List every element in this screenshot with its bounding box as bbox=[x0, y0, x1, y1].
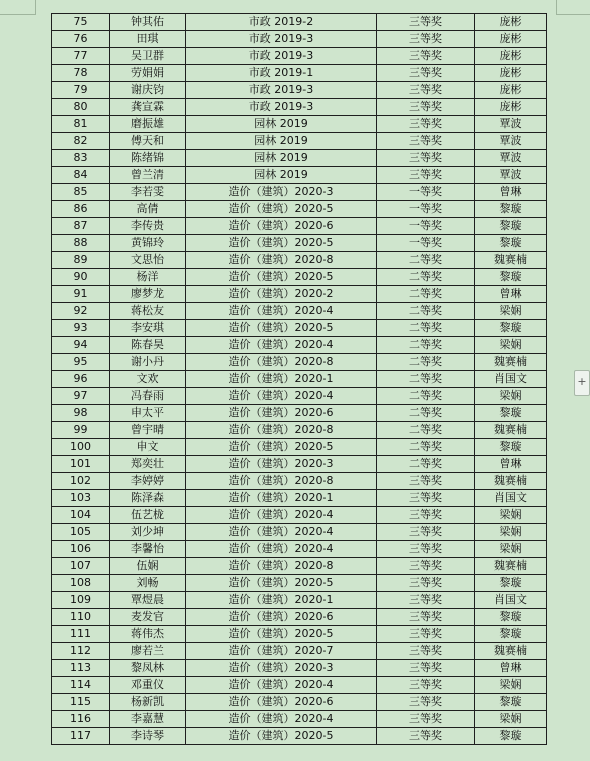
award-cell: 三等奖 bbox=[377, 592, 475, 609]
table-row bbox=[52, 388, 547, 405]
name-cell: 曾宇晴 bbox=[110, 422, 186, 439]
name-cell: 李嘉慧 bbox=[110, 711, 186, 728]
class-cell: 造价（建筑）2020-4 bbox=[186, 507, 377, 524]
row-number-cell: 76 bbox=[52, 31, 110, 48]
advisor-cell: 庞彬 bbox=[475, 65, 547, 82]
table-row bbox=[52, 456, 547, 473]
award-cell: 二等奖 bbox=[377, 337, 475, 354]
row-number-cell: 92 bbox=[52, 303, 110, 320]
award-cell: 三等奖 bbox=[377, 609, 475, 626]
name-cell: 郑奕壮 bbox=[110, 456, 186, 473]
award-cell: 三等奖 bbox=[377, 14, 475, 31]
table-row bbox=[52, 643, 547, 660]
advisor-cell: 黎璇 bbox=[475, 218, 547, 235]
row-number-cell: 85 bbox=[52, 184, 110, 201]
class-cell: 造价（建筑）2020-6 bbox=[186, 405, 377, 422]
table-row bbox=[52, 269, 547, 286]
advisor-cell: 魏赛楠 bbox=[475, 422, 547, 439]
advisor-cell: 肖国文 bbox=[475, 490, 547, 507]
row-number-cell: 100 bbox=[52, 439, 110, 456]
row-number-cell: 98 bbox=[52, 405, 110, 422]
row-number-cell: 90 bbox=[52, 269, 110, 286]
row-number-cell: 103 bbox=[52, 490, 110, 507]
advisor-cell: 梁娴 bbox=[475, 541, 547, 558]
advisor-cell: 庞彬 bbox=[475, 82, 547, 99]
name-cell: 李婷婷 bbox=[110, 473, 186, 490]
name-cell: 陈春昊 bbox=[110, 337, 186, 354]
table-row bbox=[52, 490, 547, 507]
table-row bbox=[52, 31, 547, 48]
row-number-cell: 75 bbox=[52, 14, 110, 31]
name-cell: 磨振雄 bbox=[110, 116, 186, 133]
table-row bbox=[52, 218, 547, 235]
page-corner-mark-left bbox=[0, 0, 36, 15]
table-row bbox=[52, 371, 547, 388]
row-number-cell: 112 bbox=[52, 643, 110, 660]
advisor-cell: 覃波 bbox=[475, 133, 547, 150]
advisor-cell: 曾琳 bbox=[475, 286, 547, 303]
advisor-cell: 黎璇 bbox=[475, 728, 547, 745]
table-row bbox=[52, 320, 547, 337]
class-cell: 造价（建筑）2020-5 bbox=[186, 575, 377, 592]
name-cell: 冯春雨 bbox=[110, 388, 186, 405]
class-cell: 造价（建筑）2020-3 bbox=[186, 660, 377, 677]
class-cell: 造价（建筑）2020-5 bbox=[186, 320, 377, 337]
table-row bbox=[52, 99, 547, 116]
row-number-cell: 106 bbox=[52, 541, 110, 558]
name-cell: 杨新凯 bbox=[110, 694, 186, 711]
advisor-cell: 梁娴 bbox=[475, 303, 547, 320]
award-cell: 二等奖 bbox=[377, 456, 475, 473]
name-cell: 刘少坤 bbox=[110, 524, 186, 541]
name-cell: 蒋伟杰 bbox=[110, 626, 186, 643]
row-number-cell: 105 bbox=[52, 524, 110, 541]
advisor-cell: 梁娴 bbox=[475, 711, 547, 728]
row-number-cell: 84 bbox=[52, 167, 110, 184]
class-cell: 造价（建筑）2020-5 bbox=[186, 626, 377, 643]
row-number-cell: 101 bbox=[52, 456, 110, 473]
advisor-cell: 梁娴 bbox=[475, 388, 547, 405]
table-row bbox=[52, 405, 547, 422]
award-cell: 三等奖 bbox=[377, 167, 475, 184]
class-cell: 造价（建筑）2020-8 bbox=[186, 473, 377, 490]
row-number-cell: 115 bbox=[52, 694, 110, 711]
table-row bbox=[52, 422, 547, 439]
advisor-cell: 梁娴 bbox=[475, 677, 547, 694]
row-number-cell: 77 bbox=[52, 48, 110, 65]
award-cell: 三等奖 bbox=[377, 558, 475, 575]
row-number-cell: 87 bbox=[52, 218, 110, 235]
row-number-cell: 110 bbox=[52, 609, 110, 626]
class-cell: 造价（建筑）2020-5 bbox=[186, 235, 377, 252]
advisor-cell: 庞彬 bbox=[475, 48, 547, 65]
name-cell: 伍艺栊 bbox=[110, 507, 186, 524]
award-cell: 一等奖 bbox=[377, 235, 475, 252]
class-cell: 造价（建筑）2020-4 bbox=[186, 303, 377, 320]
award-cell: 三等奖 bbox=[377, 507, 475, 524]
row-number-cell: 117 bbox=[52, 728, 110, 745]
advisor-cell: 肖国文 bbox=[475, 371, 547, 388]
name-cell: 申文 bbox=[110, 439, 186, 456]
name-cell: 李传贵 bbox=[110, 218, 186, 235]
name-cell: 高倩 bbox=[110, 201, 186, 218]
table-row bbox=[52, 728, 547, 745]
name-cell: 傅天和 bbox=[110, 133, 186, 150]
class-cell: 造价（建筑）2020-5 bbox=[186, 201, 377, 218]
award-cell: 三等奖 bbox=[377, 99, 475, 116]
table-row bbox=[52, 167, 547, 184]
name-cell: 李若雯 bbox=[110, 184, 186, 201]
row-number-cell: 91 bbox=[52, 286, 110, 303]
name-cell: 龚宣霖 bbox=[110, 99, 186, 116]
award-cell: 二等奖 bbox=[377, 303, 475, 320]
award-cell: 二等奖 bbox=[377, 371, 475, 388]
name-cell: 杨洋 bbox=[110, 269, 186, 286]
name-cell: 李安琪 bbox=[110, 320, 186, 337]
row-number-cell: 109 bbox=[52, 592, 110, 609]
class-cell: 市政 2019-1 bbox=[186, 65, 377, 82]
advisor-cell: 魏赛楠 bbox=[475, 558, 547, 575]
row-number-cell: 83 bbox=[52, 150, 110, 167]
class-cell: 造价（建筑）2020-4 bbox=[186, 711, 377, 728]
award-cell: 三等奖 bbox=[377, 541, 475, 558]
award-cell: 三等奖 bbox=[377, 133, 475, 150]
class-cell: 造价（建筑）2020-2 bbox=[186, 286, 377, 303]
award-cell: 一等奖 bbox=[377, 201, 475, 218]
table-row bbox=[52, 677, 547, 694]
plus-icon: + bbox=[577, 375, 587, 388]
name-cell: 刘畅 bbox=[110, 575, 186, 592]
award-cell: 三等奖 bbox=[377, 48, 475, 65]
class-cell: 造价（建筑）2020-4 bbox=[186, 677, 377, 694]
class-cell: 市政 2019-3 bbox=[186, 31, 377, 48]
award-cell: 二等奖 bbox=[377, 286, 475, 303]
award-cell: 三等奖 bbox=[377, 524, 475, 541]
table-row bbox=[52, 65, 547, 82]
name-cell: 谢庆钧 bbox=[110, 82, 186, 99]
award-cell: 二等奖 bbox=[377, 405, 475, 422]
award-cell: 三等奖 bbox=[377, 728, 475, 745]
table-row bbox=[52, 626, 547, 643]
table-row bbox=[52, 201, 547, 218]
row-number-cell: 113 bbox=[52, 660, 110, 677]
row-number-cell: 79 bbox=[52, 82, 110, 99]
advisor-cell: 黎璇 bbox=[475, 320, 547, 337]
advisor-cell: 曾琳 bbox=[475, 456, 547, 473]
row-number-cell: 104 bbox=[52, 507, 110, 524]
table-row bbox=[52, 150, 547, 167]
table-row bbox=[52, 660, 547, 677]
class-cell: 造价（建筑）2020-5 bbox=[186, 439, 377, 456]
advisor-cell: 黎璇 bbox=[475, 575, 547, 592]
award-cell: 二等奖 bbox=[377, 252, 475, 269]
name-cell: 谢小丹 bbox=[110, 354, 186, 371]
award-cell: 二等奖 bbox=[377, 439, 475, 456]
award-cell: 三等奖 bbox=[377, 626, 475, 643]
table-row bbox=[52, 133, 547, 150]
advisor-cell: 覃波 bbox=[475, 167, 547, 184]
advisor-cell: 黎璇 bbox=[475, 609, 547, 626]
name-cell: 钟其佑 bbox=[110, 14, 186, 31]
name-cell: 陈绪锦 bbox=[110, 150, 186, 167]
award-cell: 三等奖 bbox=[377, 473, 475, 490]
award-cell: 三等奖 bbox=[377, 694, 475, 711]
advisor-cell: 魏赛楠 bbox=[475, 354, 547, 371]
row-number-cell: 95 bbox=[52, 354, 110, 371]
name-cell: 黎凤林 bbox=[110, 660, 186, 677]
row-number-cell: 107 bbox=[52, 558, 110, 575]
name-cell: 文思怡 bbox=[110, 252, 186, 269]
row-number-cell: 99 bbox=[52, 422, 110, 439]
class-cell: 造价（建筑）2020-4 bbox=[186, 388, 377, 405]
award-cell: 一等奖 bbox=[377, 218, 475, 235]
class-cell: 造价（建筑）2020-8 bbox=[186, 252, 377, 269]
advisor-cell: 覃波 bbox=[475, 150, 547, 167]
class-cell: 市政 2019-3 bbox=[186, 99, 377, 116]
advisor-cell: 黎璇 bbox=[475, 626, 547, 643]
table-row bbox=[52, 286, 547, 303]
name-cell: 陈泽森 bbox=[110, 490, 186, 507]
name-cell: 廖梦龙 bbox=[110, 286, 186, 303]
class-cell: 园林 2019 bbox=[186, 133, 377, 150]
row-number-cell: 97 bbox=[52, 388, 110, 405]
advisor-cell: 黎璇 bbox=[475, 405, 547, 422]
class-cell: 造价（建筑）2020-6 bbox=[186, 218, 377, 235]
advisor-cell: 曾琳 bbox=[475, 184, 547, 201]
award-cell: 三等奖 bbox=[377, 65, 475, 82]
table-row bbox=[52, 82, 547, 99]
name-cell: 覃煜晨 bbox=[110, 592, 186, 609]
class-cell: 市政 2019-2 bbox=[186, 14, 377, 31]
award-cell: 三等奖 bbox=[377, 490, 475, 507]
table-row bbox=[52, 711, 547, 728]
class-cell: 市政 2019-3 bbox=[186, 82, 377, 99]
row-number-cell: 82 bbox=[52, 133, 110, 150]
table-row bbox=[52, 303, 547, 320]
row-number-cell: 116 bbox=[52, 711, 110, 728]
name-cell: 麦发官 bbox=[110, 609, 186, 626]
class-cell: 造价（建筑）2020-8 bbox=[186, 558, 377, 575]
row-number-cell: 111 bbox=[52, 626, 110, 643]
name-cell: 廖若兰 bbox=[110, 643, 186, 660]
table-row bbox=[52, 473, 547, 490]
row-number-cell: 93 bbox=[52, 320, 110, 337]
name-cell: 邓重仪 bbox=[110, 677, 186, 694]
award-cell: 二等奖 bbox=[377, 388, 475, 405]
advisor-cell: 曾琳 bbox=[475, 660, 547, 677]
table-row bbox=[52, 558, 547, 575]
class-cell: 造价（建筑）2020-4 bbox=[186, 541, 377, 558]
advisor-cell: 覃波 bbox=[475, 116, 547, 133]
award-cell: 三等奖 bbox=[377, 677, 475, 694]
row-number-cell: 89 bbox=[52, 252, 110, 269]
class-cell: 园林 2019 bbox=[186, 116, 377, 133]
class-cell: 造价（建筑）2020-3 bbox=[186, 184, 377, 201]
award-cell: 二等奖 bbox=[377, 354, 475, 371]
table-row bbox=[52, 116, 547, 133]
table-row bbox=[52, 354, 547, 371]
page-corner-mark-right bbox=[556, 0, 590, 15]
row-number-cell: 81 bbox=[52, 116, 110, 133]
add-column-handle[interactable] bbox=[574, 370, 590, 396]
class-cell: 造价（建筑）2020-1 bbox=[186, 592, 377, 609]
table-row bbox=[52, 541, 547, 558]
advisor-cell: 梁娴 bbox=[475, 524, 547, 541]
award-cell: 三等奖 bbox=[377, 575, 475, 592]
table-row bbox=[52, 337, 547, 354]
table-row bbox=[52, 575, 547, 592]
class-cell: 造价（建筑）2020-8 bbox=[186, 354, 377, 371]
advisor-cell: 庞彬 bbox=[475, 31, 547, 48]
advisor-cell: 肖国文 bbox=[475, 592, 547, 609]
row-number-cell: 78 bbox=[52, 65, 110, 82]
award-cell: 二等奖 bbox=[377, 269, 475, 286]
table-row bbox=[52, 439, 547, 456]
advisor-cell: 黎璇 bbox=[475, 694, 547, 711]
row-number-cell: 80 bbox=[52, 99, 110, 116]
name-cell: 劳娟娟 bbox=[110, 65, 186, 82]
table-row bbox=[52, 524, 547, 541]
award-cell: 三等奖 bbox=[377, 82, 475, 99]
row-number-cell: 96 bbox=[52, 371, 110, 388]
award-cell: 三等奖 bbox=[377, 711, 475, 728]
row-number-cell: 108 bbox=[52, 575, 110, 592]
advisor-cell: 黎璇 bbox=[475, 439, 547, 456]
row-number-cell: 86 bbox=[52, 201, 110, 218]
class-cell: 园林 2019 bbox=[186, 167, 377, 184]
name-cell: 伍娴 bbox=[110, 558, 186, 575]
table-row bbox=[52, 14, 547, 31]
award-cell: 二等奖 bbox=[377, 320, 475, 337]
name-cell: 蒋松友 bbox=[110, 303, 186, 320]
advisor-cell: 魏赛楠 bbox=[475, 252, 547, 269]
class-cell: 造价（建筑）2020-6 bbox=[186, 609, 377, 626]
row-number-cell: 94 bbox=[52, 337, 110, 354]
award-cell: 三等奖 bbox=[377, 31, 475, 48]
table-row bbox=[52, 48, 547, 65]
class-cell: 造价（建筑）2020-7 bbox=[186, 643, 377, 660]
advisor-cell: 梁娴 bbox=[475, 337, 547, 354]
class-cell: 造价（建筑）2020-6 bbox=[186, 694, 377, 711]
row-number-cell: 102 bbox=[52, 473, 110, 490]
advisor-cell: 黎璇 bbox=[475, 235, 547, 252]
award-cell: 三等奖 bbox=[377, 643, 475, 660]
advisor-cell: 魏赛楠 bbox=[475, 473, 547, 490]
advisor-cell: 庞彬 bbox=[475, 99, 547, 116]
table-row bbox=[52, 609, 547, 626]
award-cell: 二等奖 bbox=[377, 422, 475, 439]
table-row bbox=[52, 592, 547, 609]
awards-table bbox=[51, 13, 547, 745]
class-cell: 造价（建筑）2020-1 bbox=[186, 490, 377, 507]
advisor-cell: 梁娴 bbox=[475, 507, 547, 524]
class-cell: 造价（建筑）2020-5 bbox=[186, 728, 377, 745]
award-cell: 一等奖 bbox=[377, 184, 475, 201]
advisor-cell: 黎璇 bbox=[475, 269, 547, 286]
table-row bbox=[52, 694, 547, 711]
row-number-cell: 88 bbox=[52, 235, 110, 252]
class-cell: 造价（建筑）2020-4 bbox=[186, 337, 377, 354]
advisor-cell: 魏赛楠 bbox=[475, 643, 547, 660]
class-cell: 园林 2019 bbox=[186, 150, 377, 167]
class-cell: 市政 2019-3 bbox=[186, 48, 377, 65]
name-cell: 李馨怡 bbox=[110, 541, 186, 558]
name-cell: 李诗琴 bbox=[110, 728, 186, 745]
name-cell: 田琪 bbox=[110, 31, 186, 48]
class-cell: 造价（建筑）2020-8 bbox=[186, 422, 377, 439]
class-cell: 造价（建筑）2020-4 bbox=[186, 524, 377, 541]
class-cell: 造价（建筑）2020-1 bbox=[186, 371, 377, 388]
award-cell: 三等奖 bbox=[377, 660, 475, 677]
table-row bbox=[52, 252, 547, 269]
table-row bbox=[52, 184, 547, 201]
award-cell: 三等奖 bbox=[377, 150, 475, 167]
name-cell: 申太平 bbox=[110, 405, 186, 422]
table-row bbox=[52, 235, 547, 252]
table-row bbox=[52, 507, 547, 524]
row-number-cell: 114 bbox=[52, 677, 110, 694]
name-cell: 文欢 bbox=[110, 371, 186, 388]
name-cell: 吴卫群 bbox=[110, 48, 186, 65]
name-cell: 曾兰清 bbox=[110, 167, 186, 184]
advisor-cell: 黎璇 bbox=[475, 201, 547, 218]
awards-table-body bbox=[52, 14, 547, 745]
advisor-cell: 庞彬 bbox=[475, 14, 547, 31]
name-cell: 黄锦玲 bbox=[110, 235, 186, 252]
class-cell: 造价（建筑）2020-5 bbox=[186, 269, 377, 286]
class-cell: 造价（建筑）2020-3 bbox=[186, 456, 377, 473]
award-cell: 三等奖 bbox=[377, 116, 475, 133]
